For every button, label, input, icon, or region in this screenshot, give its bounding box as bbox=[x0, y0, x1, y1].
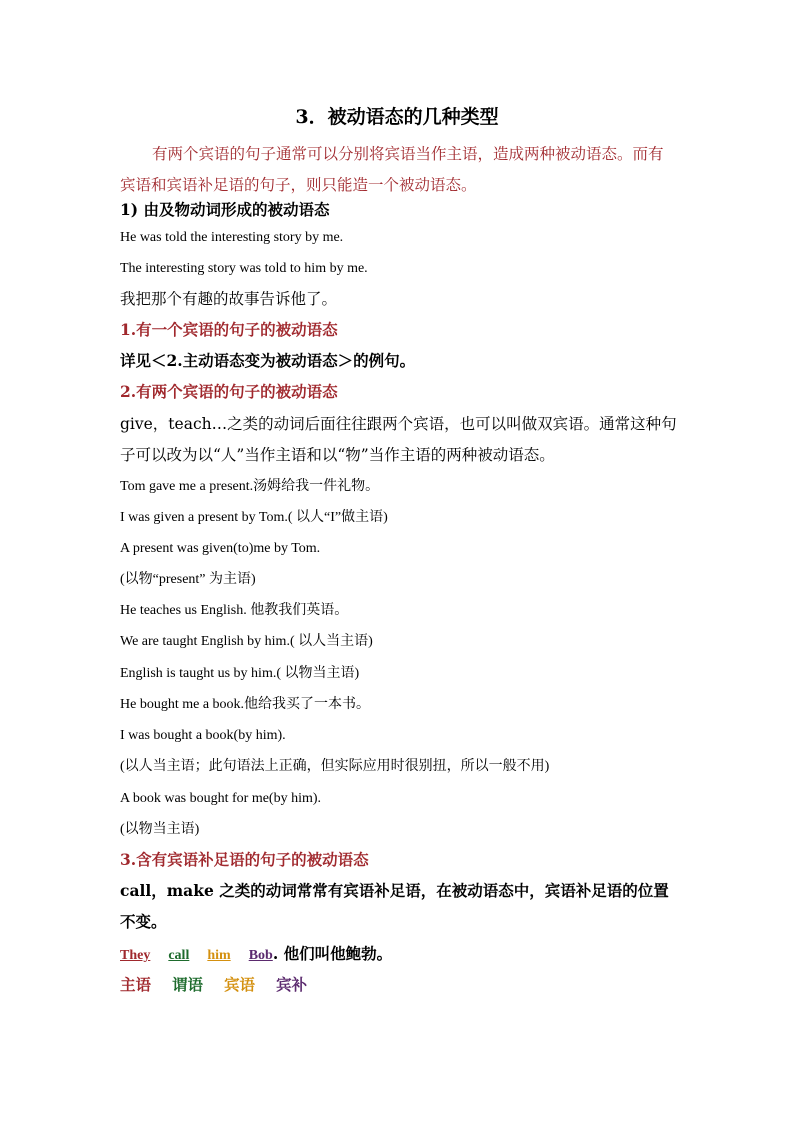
page-title: 3．被动语态的几种类型 bbox=[295, 106, 499, 128]
example-sentence: The interesting story was told to him by me. bbox=[120, 261, 368, 276]
role-complement: 宾补 bbox=[276, 975, 308, 994]
example-line: (以物“present” 为主语) bbox=[120, 572, 256, 587]
description-line-2: 子可以改为以“人”当作主语和以“物”当作主语的两种被动语态。 bbox=[120, 446, 555, 464]
colored-example-sentence bbox=[120, 944, 392, 966]
example-line: We are taught English by him.( 以人当主语) bbox=[120, 634, 373, 649]
role-subject: 主语 bbox=[120, 975, 152, 994]
intro-line-1: 有两个宾语的句子通常可以分别将宾语当作主语，造成两种被动语态。而有 bbox=[152, 145, 664, 163]
section-heading-double-object: 2.有两个宾语的句子的被动语态 bbox=[120, 382, 338, 401]
role-object: 宾语 bbox=[224, 975, 256, 994]
example-line: A book was bought for me(by him). bbox=[120, 791, 322, 806]
reference-line: 详见＜2.主动语态变为被动语态＞的例句。 bbox=[120, 351, 416, 370]
word-subject: They bbox=[120, 948, 151, 963]
description-line-1: call，make 之类的动词常常有宾语补足语，在被动语态中，宾语补足语的位置 bbox=[120, 881, 669, 900]
example-line: (以物当主语) bbox=[120, 822, 200, 837]
example-line: English is taught us by him.( 以物当主语) bbox=[120, 666, 360, 681]
section-heading-transitive: 1) 由及物动词形成的被动语态 bbox=[120, 200, 330, 219]
section-heading-object-complement: 3.含有宾语补足语的句子的被动语态 bbox=[120, 850, 369, 869]
description-line-1: give，teach…之类的动词后面往往跟两个宾语，也可以叫做双宾语。通常这种句 bbox=[120, 415, 677, 433]
example-line: I was bought a book(by him). bbox=[120, 728, 286, 743]
word-complement: Bob bbox=[248, 948, 273, 963]
role-verb: 谓语 bbox=[172, 975, 204, 994]
example-line: (以人当主语；此句语法上正确，但实际应用时很别扭，所以一般不用) bbox=[120, 759, 550, 774]
section-heading-single-object: 1.有一个宾语的句子的被动语态 bbox=[120, 320, 338, 339]
example-line: A present was given(to)me by Tom. bbox=[120, 541, 321, 556]
description-line-2: 不变。 bbox=[120, 912, 167, 931]
intro-line-2: 宾语和宾语补足语的句子，则只能造一个被动语态。 bbox=[120, 176, 477, 194]
example-line: I was given a present by Tom.( 以人“I”做主语) bbox=[120, 510, 388, 525]
example-translation: . 他们叫他鲍勃。 bbox=[272, 944, 393, 963]
grammar-roles-row bbox=[120, 975, 307, 995]
translation-line: 我把那个有趣的故事告诉他了。 bbox=[120, 290, 338, 308]
word-verb: call bbox=[168, 948, 190, 963]
example-line: He teaches us English. 他教我们英语。 bbox=[120, 603, 349, 618]
word-object: him bbox=[207, 948, 231, 963]
example-line: Tom gave me a present.汤姆给我一件礼物。 bbox=[120, 479, 380, 494]
example-sentence: He was told the interesting story by me. bbox=[120, 230, 344, 245]
example-line: He bought me a book.他给我买了一本书。 bbox=[120, 697, 371, 712]
